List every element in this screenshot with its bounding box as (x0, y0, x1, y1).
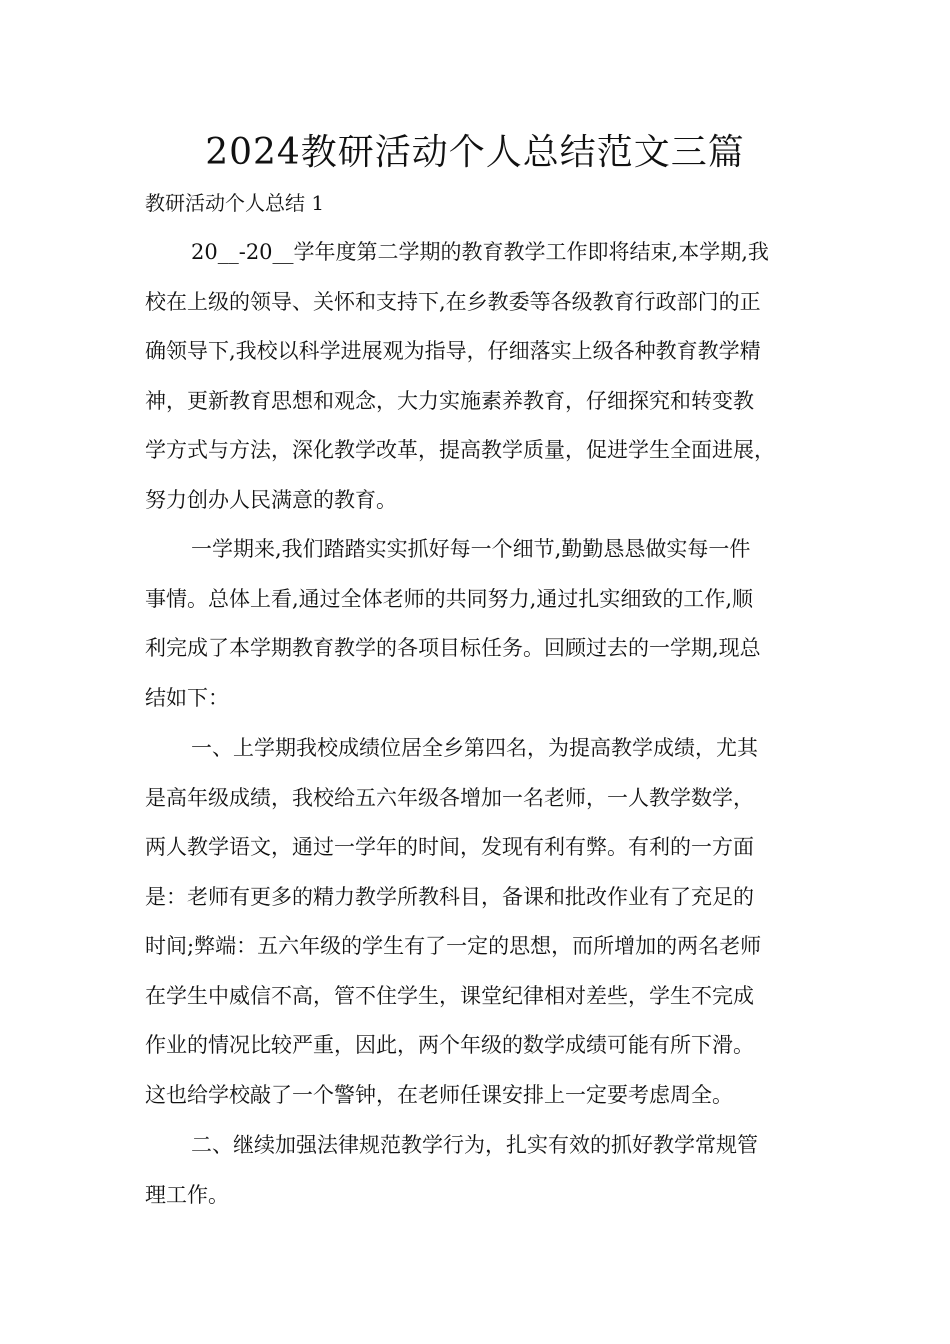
paragraph-line: 作业的情况比较严重，因此，两个年级的数学成绩可能有所下滑。 (145, 1033, 754, 1057)
document-title: 2024教研活动个人总结范文三篇 (205, 132, 745, 173)
paragraph-2 (145, 525, 835, 723)
paragraph-1 (145, 228, 835, 525)
paragraph-line: 事情。总体上看,通过全体老师的共同努力,通过扎实细致的工作,顺 (145, 586, 754, 611)
paragraph-line: 20__-20__学年度第二学期的教育教学工作即将结束,本学期,我 (191, 240, 769, 264)
paragraph-line: 一、上学期我校成绩位居全乡第四名，为提高教学成绩，尤其 (191, 736, 758, 760)
section-heading: 教研活动个人总结 1 (145, 191, 325, 215)
paragraph-line: 利完成了本学期教育教学的各项目标任务。回顾过去的一学期,现总 (145, 636, 761, 660)
paragraph-line: 两人教学语文，通过一学年的时间，发现有利有弊。有利的一方面 (145, 835, 754, 859)
paragraph-line: 是高年级成绩，我校给五六年级各增加一名老师，一人教学数学， (145, 785, 754, 810)
paragraph-line: 学方式与方法，深化教学改革，提高教学质量，促进学生全面进展， (145, 438, 775, 462)
paragraph-line: 在学生中威信不高，管不住学生，课堂纪律相对差些，学生不完成 (145, 983, 754, 1008)
paragraph-line: 时间;弊端：五六年级的学生有了一定的思想，而所增加的两名老师 (145, 934, 762, 958)
paragraph-line: 理工作。 (145, 1182, 229, 1207)
paragraph-line: 这也给学校敲了一个警钟，在老师任课安排上一定要考虑周全。 (145, 1082, 733, 1107)
paragraph-line: 是：老师有更多的精力教学所教科目，备课和批改作业有了充足的 (145, 884, 754, 909)
paragraph-4 (145, 1121, 835, 1220)
paragraph-line: 一学期来,我们踏踏实实抓好每一个细节,勤勤恳恳做实每一件 (191, 537, 751, 561)
paragraph-line: 校在上级的领导、关怀和支持下,在乡教委等各级教育行政部门的正 (145, 289, 761, 314)
paragraph-line: 结如下： (145, 685, 229, 710)
paragraph-line: 努力创办人民满意的教育。 (145, 487, 397, 512)
paragraph-line: 神，更新教育思想和观念，大力实施素养教育，仔细探究和转变教 (145, 388, 754, 413)
paragraph-line: 确领导下,我校以科学进展观为指导，仔细落实上级各种教育教学精 (145, 339, 761, 363)
paragraph-line: 二、继续加强法律规范教学行为，扎实有效的抓好教学常规管 (191, 1133, 758, 1157)
paragraph-3 (145, 724, 835, 1120)
